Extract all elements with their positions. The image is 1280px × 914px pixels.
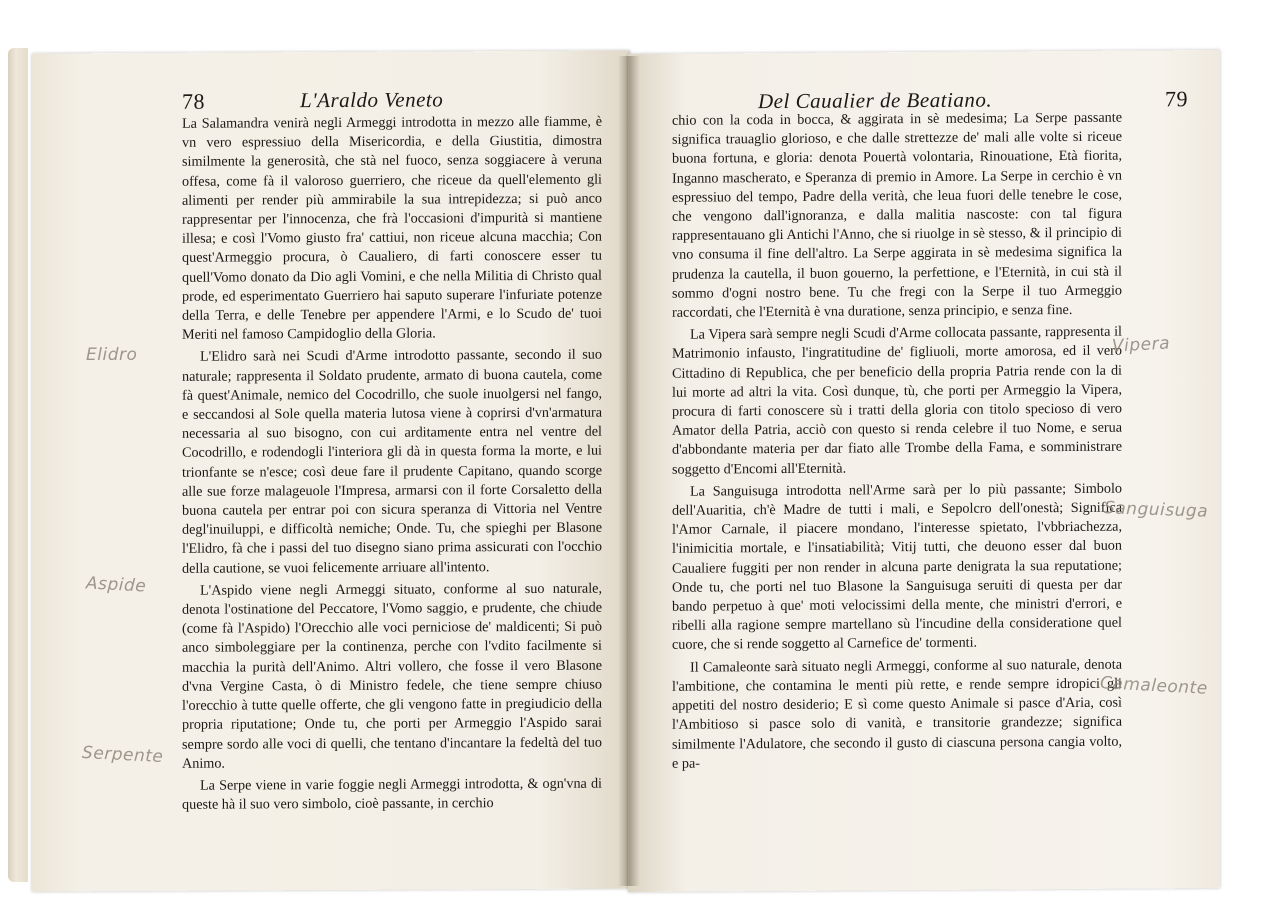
paragraph-elidro: L'Elidro sarà nei Scudi d'Arme introdotto passante, secondo il suo naturale; rappresenta il Soldato prudente, armato di buona cautela, come fà quest'Animale, nemico del Cocodrillo, che suole inuolgersi nel fango, e seccandosi al Sole quella materia lutosa viene à coprirsi d'vn'armatura necessaria al suo bisogno, con cui arditamente entra nel ventre del Cocodrillo, e rodendogli l'interiora gli dà in questa forma la morte, e lui trionfante se n'esce; così deue fare il prudente Capitano, quando scorge alle sue forze malageuole l'Impresa, armarsi con il forte Corsaletto della buona cautela per entrar poi con sicura speranza di Vittoria nel Ventre degl'inuiluppi, e difficoltà nemiche; Onde. Tu, che spieghi per Blasone l'Elidro, fà che i passi del tuo disegno siano prima assicurati con l'occhio della cautione, se vuoi felicemente arriuare all'intento.: [182, 347, 602, 577]
left-page-text: [182, 113, 602, 816]
paragraph-serpe-start: La Serpe viene in varie foggie negli Armeggi introdotta, & ogn'vna di queste hà il suo vero simbolo, cioè passante, in cerchio: [182, 775, 602, 813]
margin-note-camaleonte: Camaleonte: [1099, 673, 1209, 699]
paragraph-camaleonte: Il Camaleonte sarà situato negli Armeggi, conforme al suo naturale, denota l'ambitione, che contamina le menti più rette, e rende sempre idropici gli appetiti del nostro desiderio; E sì come questo Animale si pasce d'Aria, così l'Ambitioso si pasce solo di vanità, e transitorie grandezze; significa similmente l'Adulatore, che secondo il gusto di ciascuna persona cangia volto, e pa-: [672, 656, 1122, 772]
margin-note-serpente: Serpente: [81, 742, 164, 768]
book-gutter: [618, 56, 640, 886]
paragraph-salamandra: La Salamandra venirà negli Armeggi introdotta in mezzo alle fiamme, è vn vero espressiuo della Misericordia, e della Giustitia, dimostra similmente la generosità, che stà nel fuoco, senza soggiacere à veruna offesa, come fà il valoroso guerriero, che riceue da quell'elemento gli alimenti per render più ammirabile la sua intrepidezza; si può anco rappresentar per l'innocenza, che frà l'occasioni d'impurità si mantiene illesa; e così l'Vomo giusto fra' cattiui, non riceue alcuna macchia; Con quest'Armeggio procura, ò Caualiero, di farti conoscere esser tu quell'Vomo donato da Dio agli Vomini, e che nella Militia di Christo qual prode, ed esperimentato Guerriero hai saputo superare l'infuriate potenze della Terra, e delle Tenebre per appendere l'Armi, e lo Scudo de' tuoi Meriti nel famoso Campidoglio della Gloria.: [182, 113, 602, 344]
margin-note-aspide: Aspide: [85, 573, 147, 597]
margin-note-sanguisuga: Sanguisuga: [1103, 498, 1209, 522]
right-page-number: 79: [1165, 86, 1188, 112]
right-page-text: [672, 109, 1122, 774]
right-running-title: Del Caualier de Beatiano.: [758, 87, 993, 114]
paragraph-sanguisuga: La Sanguisuga introdotta nell'Arme sarà per lo più passante; Simbolo dell'Auaritia, ch'è Madre de tutti i mali, e Sepolcro dell'onestà; Significa l'Amor Carnale, il piacere mondano, l'interesse spietato, l'vbbriachezza, l'inimicitia mortale, e l'insatiabilità; Vitij tutti, che deuono esser dal buon Caualiere fuggiti per non render in alcuna parte denigrata la sua reputatione; Onde tu, che porti nel tuo Blasone la Sanguisuga seruiti di questa per dar bando perpetuo à que' moti velocissimi della mente, che ministri d'errori, e ribelli alla ragione sempre martellano sù l'incudine della consideratione quel cuore, che si rende soggetto al Carnefice de' tormenti.: [672, 480, 1122, 654]
left-page: [32, 50, 630, 891]
open-book: [28, 52, 1220, 890]
right-page: [628, 50, 1220, 892]
left-running-title: L'Araldo Veneto: [300, 87, 444, 113]
margin-note-elidro: Elidro: [86, 345, 138, 365]
paragraph-aspido: L'Aspido viene negli Armeggi situato, conforme al suo naturale, denota l'ostinatione del Peccatore, l'Vomo saggio, e prudente, che chiude (come fà l'Aspido) l'Orecchio alle voci perniciose de' maldicenti; Si può anco simboleggiare per la continenza, perche con l'vdito facilmente si macchia la purità dell'Animo. Altri vollero, che fosse il vero Blasone d'vna Vergine Casta, ò di Ministro fedele, che tiene sempre chiuso l'orecchio à tutte quelle offerte, che gli vengono fatte in pregiudicio della propria riputatione; Onde tu, che porti per Armeggio l'Aspido sarai sempre sordo alle voci di quelli, che tentano d'incantare la fedeltà del tuo Animo.: [182, 580, 602, 772]
paragraph-serpe-cont: chio con la coda in bocca, & aggirata in sè medesima; La Serpe passante significa trauaglio glorioso, e che dalle strettezze de' mali alle volte si riceue buona fortuna, e gloria: denota Pouertà volontaria, Rinouatione, Età fiorita, Inganno mascherato, e Speranza di premio in Amore. La Serpe in cerchio è vn espressiuo del tempo, Padre della verità, che leua fuori delle tenebre le cose, che vengono dall'ignoranza, e dalla malitia nascoste: con tal figura rappresentauano gli Antichi l'Anno, che si riuolge in sè stesso, & il principio di vno consuma il fine dell'altro. La Serpe aggirata in sè medesima significa la prudenza la cautella, il buon gouerno, la perfettione, e l'Eternità, in cui stà il sommo d'ogni nostro bene. Tu che fregi con la Serpe il tuo Armeggio raccordati, che l'Eternità è vna duratione, senza principio, e senza fine.: [672, 109, 1122, 321]
page-edge-stack: [8, 48, 28, 882]
left-running-head: [182, 87, 602, 115]
left-page-number: 78: [182, 88, 205, 114]
paragraph-vipera: La Vipera sarà sempre negli Scudi d'Arme collocata passante, rappresenta il Matrimonio infausto, l'ingratitudine de' figliuoli, morte amorosa, ed il vero Cittadino di Republica, che per beneficio della propria Patria rende con la di lui morte ad altri la vita. Così dunque, tù, che porti per Armeggio la Vipera, procura di farti conoscere sù i tratti della gloria con titolo specioso di vero Amator della Patria, acciò con questo si renda celebre il tuo Nome, e serua d'abbondante materia per dar fiato alle Trombe della Fama, e somministrare soggetto d'Encomi all'Eternità.: [672, 323, 1122, 478]
margin-note-vipera: Vipera: [1111, 333, 1171, 357]
